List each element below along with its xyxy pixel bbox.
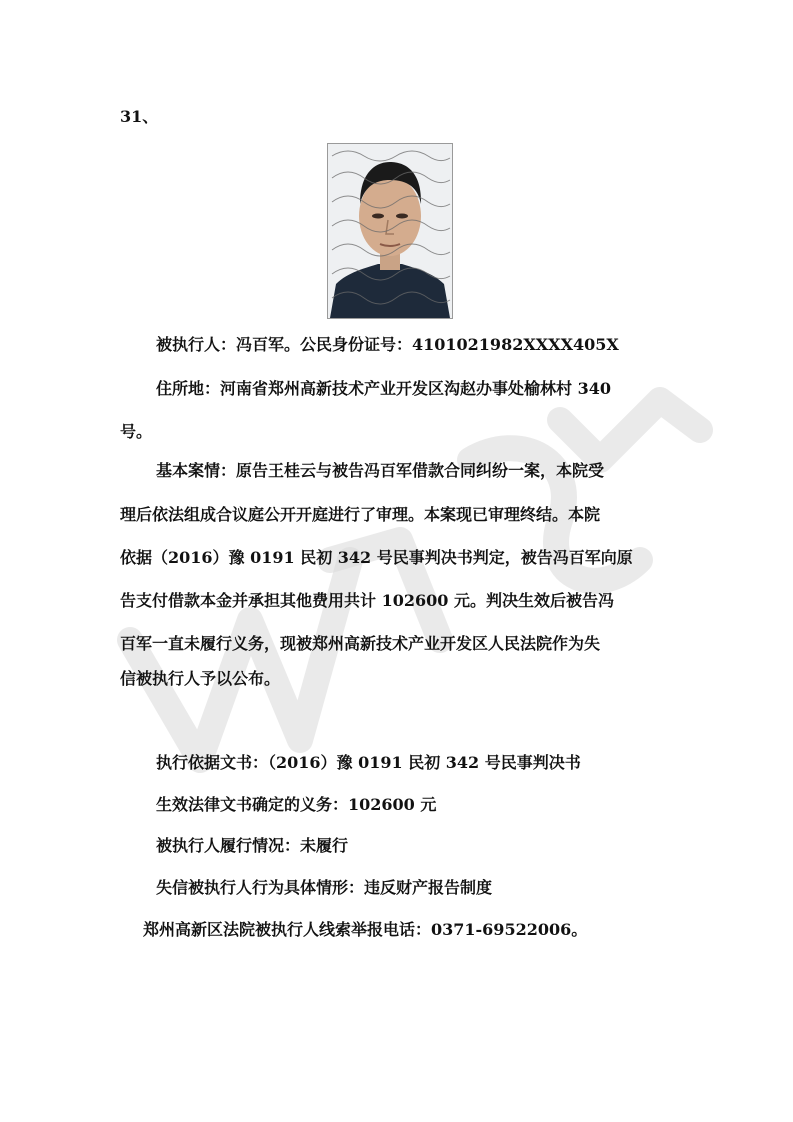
obligation: 生效法律文书确定的义务：102600 元: [156, 795, 437, 814]
case-line-6: 信被执行人予以公布。: [120, 669, 281, 688]
case-line-4: 告支付借款本金并承担其他费用共计 102600 元。判决生效后被告冯: [120, 591, 614, 610]
person-photo: [327, 143, 453, 319]
entry-number: 31、: [120, 107, 159, 126]
dishonesty-situation: 失信被执行人行为具体情形：违反财产报告制度: [156, 878, 493, 897]
report-hotline: 郑州高新区法院被执行人线索举报电话：0371-69522006。: [143, 920, 588, 939]
address-line-1: 住所地：河南省郑州高新技术产业开发区沟赵办事处榆林村 340: [156, 379, 611, 398]
case-line-1: 基本案情：原告王桂云与被告冯百军借款合同纠纷一案，本院受: [156, 461, 605, 480]
case-line-2: 理后依法组成合议庭公开开庭进行了审理。本案现已审理终结。本院: [120, 505, 601, 524]
address-line-2: 号。: [120, 422, 153, 441]
case-line-5: 百军一直未履行义务，现被郑州高新技术产业开发区人民法院作为失: [120, 634, 601, 653]
person-info: 被执行人：冯百军。公民身份证号：4101021982XXXX405X: [156, 335, 619, 354]
execution-basis: 执行依据文书：（2016）豫 0191 民初 342 号民事判决书: [156, 753, 581, 772]
case-line-3: 依据（2016）豫 0191 民初 342 号民事判决书判定，被告冯百军向原: [120, 548, 633, 567]
performance-status: 被执行人履行情况：未履行: [156, 836, 349, 855]
